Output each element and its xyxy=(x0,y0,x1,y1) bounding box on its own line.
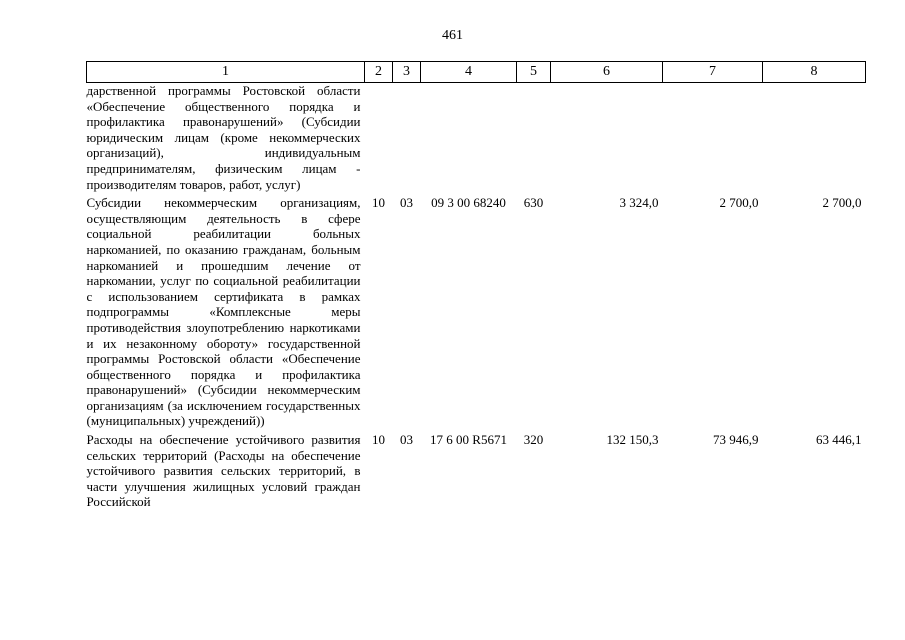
header-col-2: 2 xyxy=(365,62,393,83)
row-section: 10 xyxy=(372,432,385,448)
row-amount-3: 63 446,1 xyxy=(816,432,862,448)
row-description: Субсидии некоммерческим организациям, осуществляющим деятельность в сфере социальной реабилитации больных наркоманией, по оказанию гражданам, больным наркоманией и прошедшим лечение от наркомании, услуг по социальной реабилитации с использованием сертификата в рамках подпрограммы «Комплексные меры противодействия злоупотреблению наркотиками и их незаконному обороту» государственной программы Ростовской области «Обеспечение общественного порядка и профилактика правонарушений» (Субсидии некоммерческим организациям (за исключением государственных (муниципальных) учреждений)) xyxy=(86,195,361,429)
row-subsection xyxy=(393,83,421,193)
header-col-8: 8 xyxy=(763,62,866,83)
row-amount-1: 132 150,3 xyxy=(606,432,659,448)
row-amount-2: 73 946,9 xyxy=(713,432,759,448)
header-col-4: 4 xyxy=(421,62,517,83)
table-row xyxy=(87,192,866,429)
table-row xyxy=(87,429,866,510)
row-expense-type: 320 xyxy=(523,432,544,448)
row-amount-2 xyxy=(663,83,763,193)
row-section: 10 xyxy=(372,195,385,211)
row-amount-3: 2 700,0 xyxy=(822,195,862,211)
row-amount-1 xyxy=(551,83,663,193)
table-row xyxy=(87,83,866,193)
header-col-3: 3 xyxy=(393,62,421,83)
row-description: Расходы на обеспечение устойчивого развития сельских территорий (Расходы на обеспечение устойчивого развития сельских территорий, в части улучшения жилищных условий граждан Российской xyxy=(86,432,361,510)
row-description: дарственной программы Ростовской области «Обеспечение общественного порядка и профилактика правонарушений» (Субсидии юридическим лицам (кроме некоммерческих организаций), индивидуальным предпринимателям, физическим лицам - производителям товаров, работ, услуг) xyxy=(86,83,361,192)
header-col-5: 5 xyxy=(517,62,551,83)
row-target-code xyxy=(421,83,517,193)
header-col-7: 7 xyxy=(663,62,763,83)
row-subsection: 03 xyxy=(400,432,413,448)
row-target-code: 17 6 00 R5671 xyxy=(430,432,507,448)
row-subsection: 03 xyxy=(400,195,413,211)
row-target-code: 09 3 00 68240 xyxy=(431,195,506,211)
row-expense-type xyxy=(517,83,551,193)
header-col-6: 6 xyxy=(551,62,663,83)
budget-table xyxy=(86,61,866,510)
header-col-1: 1 xyxy=(87,62,365,83)
row-amount-3 xyxy=(763,83,866,193)
header-row xyxy=(87,62,866,83)
row-expense-type: 630 xyxy=(523,195,544,211)
page-number: 461 xyxy=(442,28,463,43)
row-section xyxy=(365,83,393,193)
row-amount-2: 2 700,0 xyxy=(719,195,759,211)
row-amount-1: 3 324,0 xyxy=(619,195,659,211)
